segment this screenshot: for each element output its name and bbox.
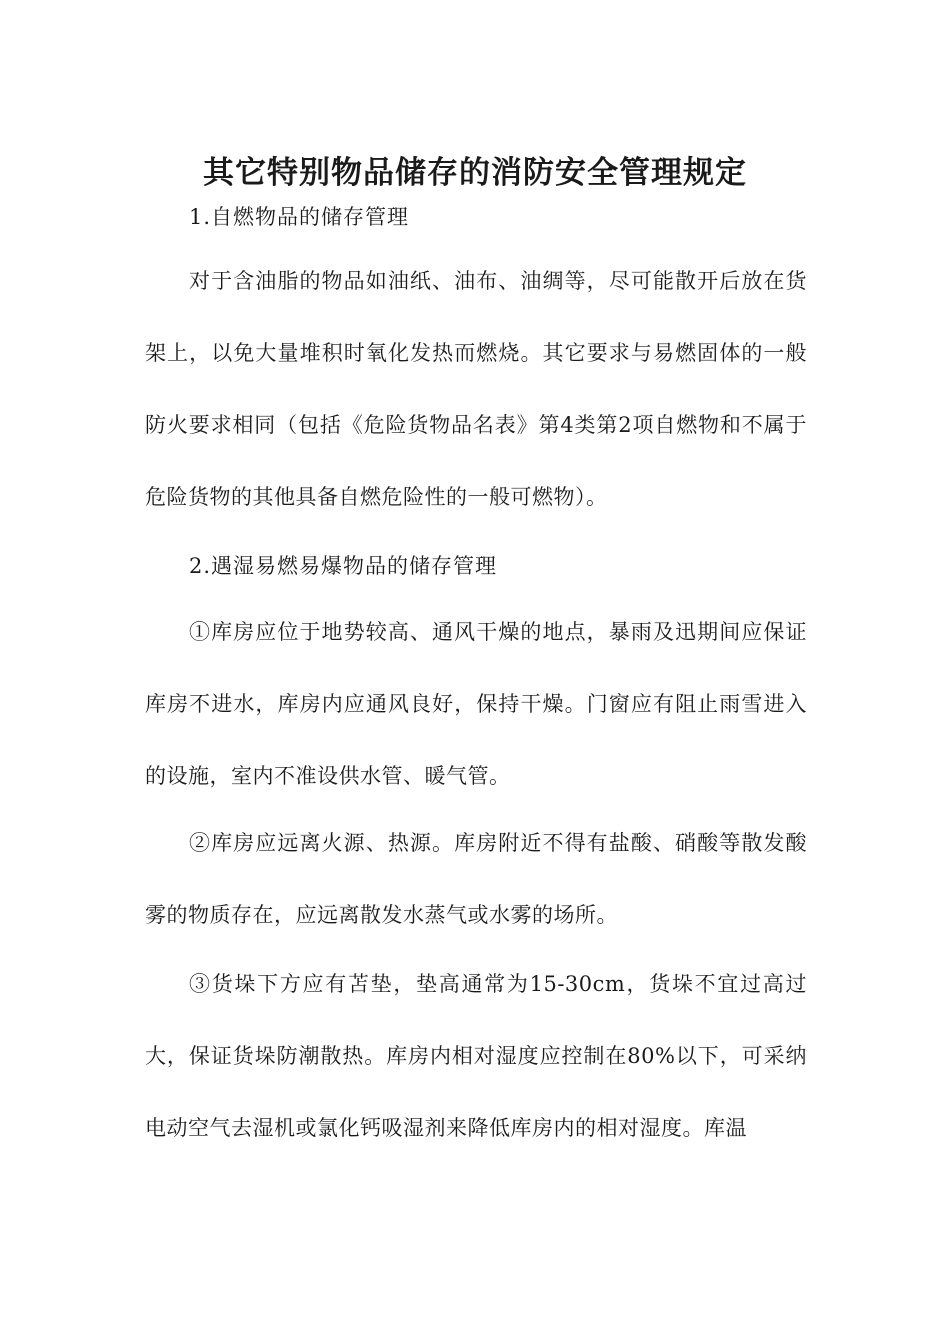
document-title: 其它特别物品储存的消防安全管理规定 bbox=[203, 154, 747, 191]
section-1-paragraph-1: 对于含油脂的物品如油纸、油布、油绸等，尽可能散开后放在货架上，以免大量堆积时氧化发热而燃烧。其它要求与易燃固体的一般防火要求相同（包括《危险货物品名表》第4类第2项自燃物和不属于危险货物的其他具备自燃危险性的一般可燃物）。 bbox=[145, 269, 807, 509]
section-heading-1: 1.自燃物品的储存管理 bbox=[189, 205, 410, 229]
section-2-paragraph-2: ②库房应远离火源、热源。库房附近不得有盐酸、硝酸等散发酸雾的物质存在，应远离散发水蒸气或水雾的场所。 bbox=[145, 831, 807, 927]
section-2-paragraph-1: ①库房应位于地势较高、通风干燥的地点，暴雨及迅期间应保证库房不进水，库房内应通风良好，保持干燥。门窗应有阻止雨雪进入的设施，室内不准设供水管、暖气管。 bbox=[145, 620, 807, 788]
section-heading-2: 2.遇湿易燃易爆物品的储存管理 bbox=[189, 554, 498, 578]
section-2-paragraph-3: ③货垛下方应有苫垫，垫高通常为15-30cm，货垛不宜过高过大，保证货垛防潮散热。库房内相对湿度应控制在80%以下，可采纳电动空气去湿机或氯化钙吸湿剂来降低库房内的相对湿度。库温 bbox=[145, 972, 807, 1140]
